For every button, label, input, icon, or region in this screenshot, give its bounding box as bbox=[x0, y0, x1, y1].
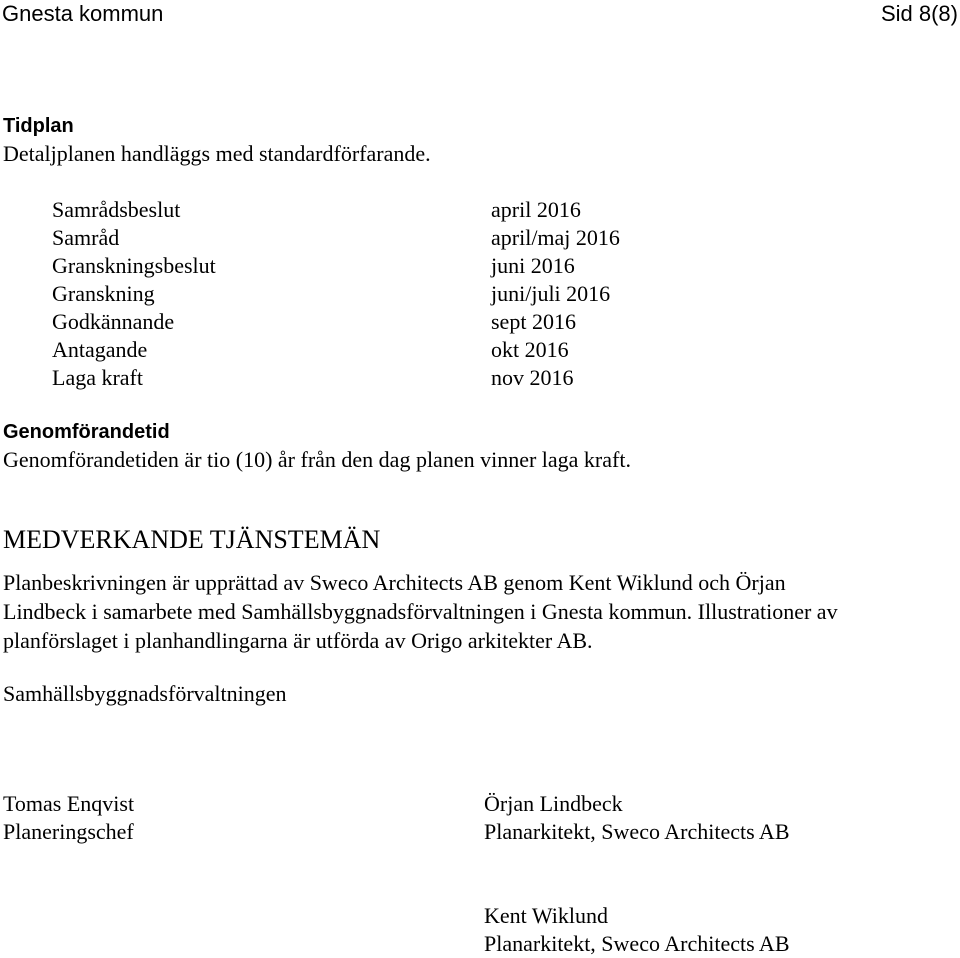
schedule-date: juni 2016 bbox=[491, 253, 575, 278]
schedule-date: okt 2016 bbox=[491, 337, 569, 362]
schedule-date: juni/juli 2016 bbox=[491, 281, 611, 306]
genomforandetid-text: Genomförandetiden är tio (10) år från den dag planen vinner laga kraft. bbox=[3, 447, 631, 472]
paragraph-line: planförslaget i planhandlingarna är utförda av Origo arkitekter AB. bbox=[3, 628, 593, 653]
medverkande-heading: MEDVERKANDE TJÄNSTEMÄN bbox=[3, 525, 381, 554]
paragraph-line: Lindbeck i samarbete med Samhällsbyggnadsförvaltningen i Gnesta kommun. Illustrationer av bbox=[3, 599, 838, 624]
signature-title: Planarkitekt, Sweco Architects AB bbox=[484, 931, 790, 956]
header-organization: Gnesta kommun bbox=[2, 1, 164, 26]
schedule-date: nov 2016 bbox=[491, 365, 574, 390]
signature-title: Planarkitekt, Sweco Architects AB bbox=[484, 819, 790, 844]
medverkande-paragraph bbox=[3, 568, 958, 655]
genomforandetid-heading: Genomförandetid bbox=[3, 421, 170, 443]
tidplan-heading: Tidplan bbox=[3, 115, 74, 137]
page-number: Sid 8(8) bbox=[880, 1, 958, 26]
schedule-date: april/maj 2016 bbox=[491, 225, 620, 250]
signature-title: Planeringschef bbox=[3, 819, 134, 844]
schedule-label: Granskningsbeslut bbox=[52, 253, 216, 278]
schedule-label: Samråd bbox=[52, 225, 120, 250]
signature-name: Örjan Lindbeck bbox=[484, 791, 623, 816]
schedule-label: Laga kraft bbox=[52, 365, 143, 390]
tidplan-description: Detaljplanen handläggs med standardförfarande. bbox=[3, 141, 431, 166]
schedule-label: Godkännande bbox=[52, 309, 175, 334]
paragraph-line: Planbeskrivningen är upprättad av Sweco Architects AB genom Kent Wiklund och Örjan bbox=[3, 570, 786, 595]
signature-block bbox=[484, 790, 790, 846]
signature-block bbox=[484, 902, 790, 958]
schedule-date: april 2016 bbox=[491, 197, 581, 222]
signature-block bbox=[3, 790, 134, 846]
schedule-label: Samrådsbeslut bbox=[52, 197, 181, 222]
schedule-date: sept 2016 bbox=[491, 309, 576, 334]
schedule-label: Granskning bbox=[52, 281, 155, 306]
department-name: Samhällsbyggnadsförvaltningen bbox=[3, 681, 287, 706]
signature-name: Tomas Enqvist bbox=[3, 791, 135, 816]
signature-name: Kent Wiklund bbox=[484, 903, 608, 928]
schedule-label: Antagande bbox=[52, 337, 148, 362]
